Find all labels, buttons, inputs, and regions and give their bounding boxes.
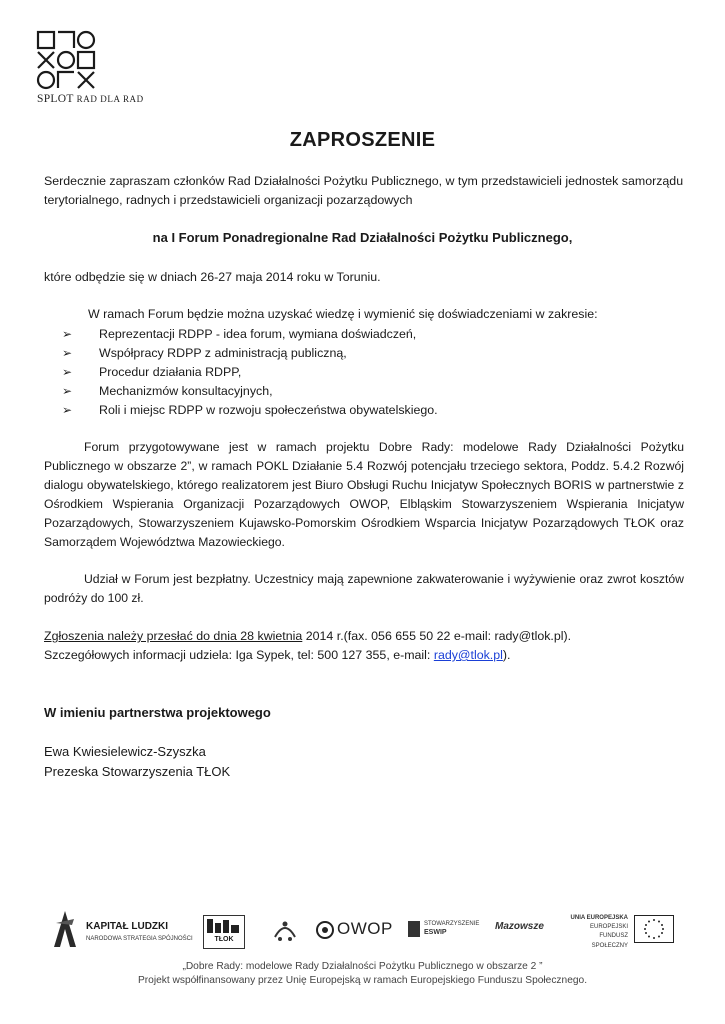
project-paragraph: Forum przygotowywane jest w ramach projektu Dobre Rady: modelowe Rady Działalności Pożytku Publicznego w obszarze 2”, w ramach POKL Działanie 5.4 Rozwój potencjału trzeciego sektora, Poddz. 5.4.2 Rozwój dialogu obywatelskiego, którego realizatorem jest Biuro Obsługi Ruchu Inicjatyw Społecznych BORIS w partnerstwie z Ośrodkiem Wspierania Organizacji Pozarządowych OWOP, Elbląskim Stowarzyszeniem Wspierania Inicjatyw Pozarządowych, Stowarzyszeniem Kujawsko-Pomorskim Ośrodkiem Wsparcia Inicjatyw Pozarządowych TŁOK oraz Samorządem Województwa Mazowieckiego. [44,440,684,549]
footer-logos [0,905,725,955]
intro-line-2: terytorialnego, radnych i przedstawicieli organizacji pozarządowych [44,193,413,207]
mazowsze-logo [495,917,555,943]
registration-line [44,627,684,646]
kapital-ludzki-title: KAPITAŁ LUDZKI [86,921,169,932]
logo-name-main: SPLOT [37,93,74,105]
logo-name-rest: RAD DLA RAD [76,94,144,104]
kapital-ludzki-logo [50,909,193,953]
contact-line [44,646,684,665]
owop-label: OWOP [337,919,393,938]
arrow-bullet-icon: ➢ [62,346,73,360]
scope-list [62,325,662,420]
splot-logo-icon [36,30,96,90]
on-behalf-heading: W imieniu partnerstwa projektowego [44,705,271,720]
owop-icon [316,921,334,939]
participation-paragraph: Udział w Forum jest bezpłatny. Uczestnicy mają zapewnione zakwaterowanie i wyżywienie oraz zwrot kosztów podróży do 100 zł. [44,572,684,605]
list-item-text: Reprezentacji RDPP - idea forum, wymiana doświadczeń, [99,327,417,341]
eswip-label-1: STOWARZYSZENIE [424,921,480,927]
registration-details: 2014 r.(fax. 056 655 50 22 e-mail: rady@tlok.pl). [302,629,572,643]
owop-logo [316,917,396,943]
eu-label-1: UNIA EUROPEJSKA [570,915,628,921]
signatory-role: Prezeska Stowarzyszenia TŁOK [44,764,231,779]
list-item-text: Procedur działania RDPP, [99,365,242,379]
eu-label-3: FUNDUSZ SPOŁECZNY [591,933,628,949]
arrow-bullet-icon: ➢ [62,327,73,341]
kapital-ludzki-icon [50,909,80,949]
emblem-icon [270,915,300,945]
arrow-bullet-icon: ➢ [62,403,73,417]
arrow-bullet-icon: ➢ [62,365,73,379]
eu-logo [566,913,676,949]
footer-funding-line: Projekt współfinansowany przez Unię Europejską w ramach Europejskiego Funduszu Społecznego. [137,975,588,986]
registration-deadline: Zgłoszenia należy przesłać do dnia 28 kwietnia [44,629,303,643]
signatory-name: Ewa Kwiesielewicz-Szyszka [44,744,206,759]
event-date: które odbędzie się w dniach 26-27 maja 2014 roku w Toruniu. [44,270,381,284]
list-item [62,325,662,344]
kapital-ludzki-subtitle: NARODOWA STRATEGIA SPÓJNOŚCI [86,936,193,942]
intro-line-1: Serdecznie zapraszam członków Rad Działalności Pożytku Publicznego, w tym przedstawicieli jednostek samorządu [44,174,684,188]
eu-flag-icon [634,915,674,943]
list-item [62,401,662,420]
contact-text: Szczegółowych informacji udziela: Iga Sypek, tel: 500 127 355, e-mail: [44,648,434,662]
list-item-text: Roli i miejsc RDPP w rozwoju społeczeństwa obywatelskiego. [99,403,438,417]
contact-email-link[interactable]: rady@tlok.pl [433,648,503,662]
list-item [62,382,662,401]
page-title: ZAPROSZENIE [289,129,436,151]
eswip-logo [408,919,488,941]
list-item-text: Mechanizmów konsultacyjnych, [99,384,273,398]
eswip-icon [408,921,420,937]
list-item-text: Współpracy RDPP z administracją publiczną, [99,346,347,360]
eswip-label-2: ESWIP [424,929,447,936]
arrow-bullet-icon: ➢ [62,384,73,398]
logo-text [37,93,144,105]
mazowsze-label: Mazowsze [495,921,544,932]
contact-end: ). [502,648,511,662]
list-item [62,344,662,363]
footer-project-line: „Dobre Rady: modelowe Rady Działalności Pożytku Publicznego w obszarze 2 ” [182,961,543,972]
scope-intro: W ramach Forum będzie można uzyskać wiedzę i wymienić się doświadczeniami w zakresie: [88,307,598,321]
event-name: na I Forum Ponadregionalne Rad Działalności Pożytku Publicznego, [152,230,573,245]
eu-label-2: EUROPEJSKI [589,924,628,930]
tlok-logo [203,915,245,949]
splot-logo [36,30,146,108]
tlok-icon [205,917,243,935]
list-item [62,363,662,382]
tlok-label: TŁOK [214,936,234,943]
partner-emblem-logo [270,915,300,945]
